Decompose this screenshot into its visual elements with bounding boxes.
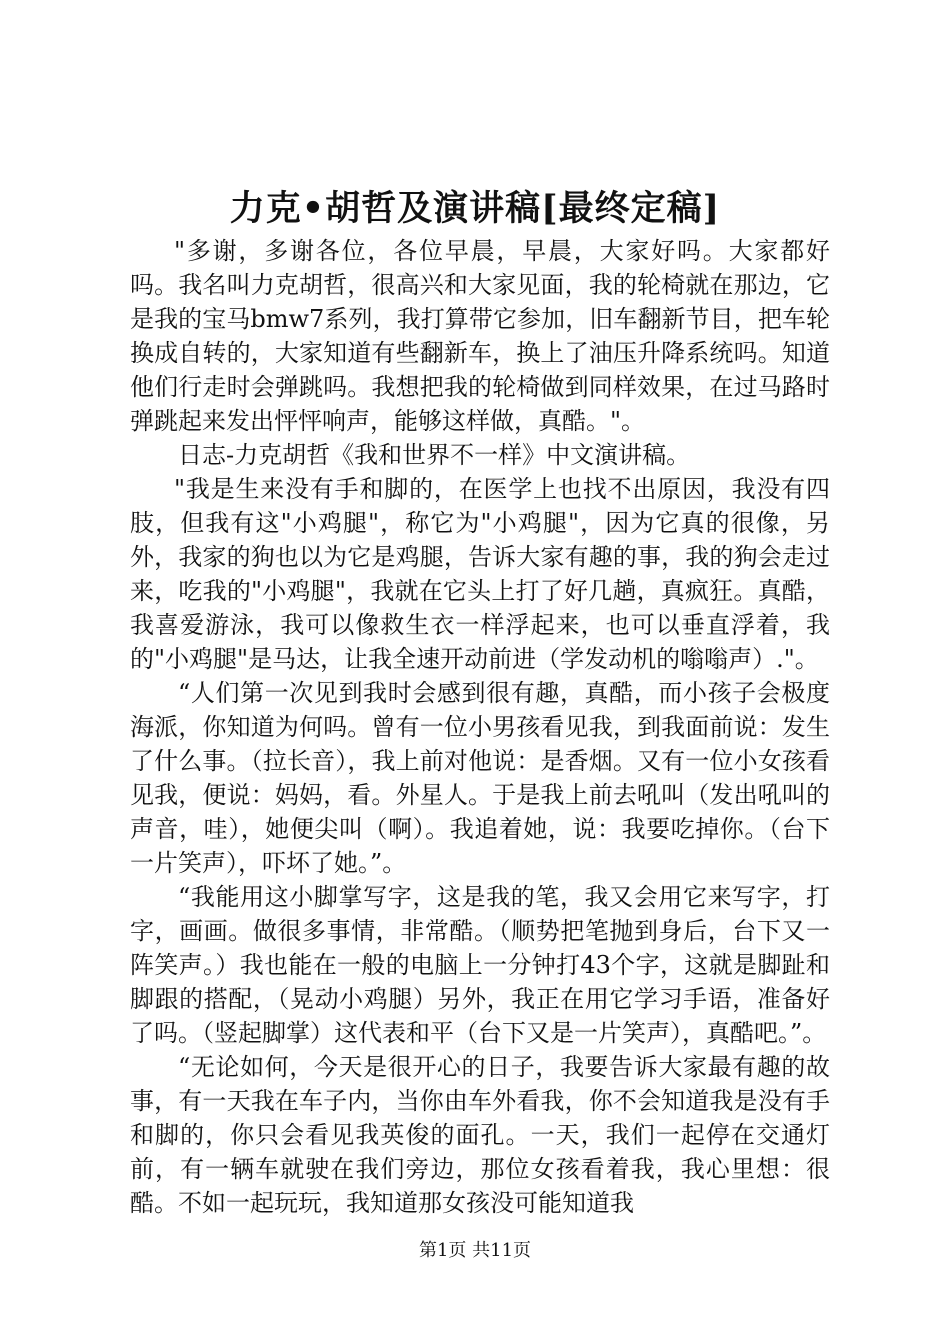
paragraph: 日志-力克胡哲《我和世界不一样》中文演讲稿。: [178, 441, 691, 469]
paragraph: “人们第一次见到我时会感到很有趣，真酷，而小孩子会极度海派，你知道为何吗。曾有一位小男孩看见我，到我面前说：发生了什么事。（拉长音），我上前对他说：是香烟。又有一位小女孩看见我，便说：妈妈，看。外星人。于是我上前去吼叫（发出吼叫的声音，哇），她便尖叫（啊）。我追着她，说：我要吃掉你。（台下一片笑声），吓坏了她。”。: [130, 679, 830, 877]
page-title: 力克•胡哲及演讲稿[最终定稿]: [229, 188, 721, 229]
page-number: 第1页 共11页: [418, 1240, 532, 1261]
paragraph: “无论如何，今天是很开心的日子，我要告诉大家最有趣的故事，有一天我在车子内，当你由车外看我，你不会知道我是没有手和脚的，你只会看见我英俊的面孔。一天，我们一起停在交通灯前，有一辆车就驶在我们旁边，那位女孩看着我，我心里想：很酷。不如一起玩玩，我知道那女孩没可能知道我: [130, 1053, 830, 1217]
paragraph: “我能用这小脚掌写字，这是我的笔，我又会用它来写字，打字，画画。做很多事情，非常酷。（顺势把笔抛到身后，台下又一阵笑声。）我也能在一般的电脑上一分钟打43个字，这就是脚趾和脚跟的搭配，（晃动小鸡腿）另外，我正在用它学习手语，准备好了吗。（竖起脚掌）这代表和平（台下又是一片笑声），真酷吧。”。: [130, 883, 830, 1047]
paragraph: "多谢，多谢各位，各位早晨，早晨，大家好吗。大家都好吗。我名叫力克胡哲，很高兴和大家见面，我的轮椅就在那边，它是我的宝马bmw7系列，我打算带它参加，旧车翻新节目，把车轮换成自转的，大家知道有些翻新车，换上了油压升降系统吗。知道他们行走时会弹跳吗。我想把我的轮椅做到同样效果，在过马路时弹跳起来发出怦怦响声，能够这样做，真酷。"。: [130, 237, 830, 435]
document-body: [130, 234, 830, 1217]
paragraph: "我是生来没有手和脚的，在医学上也找不出原因，我没有四肢，但我有这"小鸡腿"，称它为"小鸡腿"，因为它真的很像，另外，我家的狗也以为它是鸡腿，告诉大家有趣的事，我的狗会走过来，吃我的"小鸡腿"，我就在它头上打了好几趟，真疯狂。真酷，我喜爱游泳，我可以像救生衣一样浮起来，也可以垂直浮着，我的"小鸡腿"是马达，让我全速开动前进（学发动机的嗡嗡声）."。: [130, 475, 830, 673]
